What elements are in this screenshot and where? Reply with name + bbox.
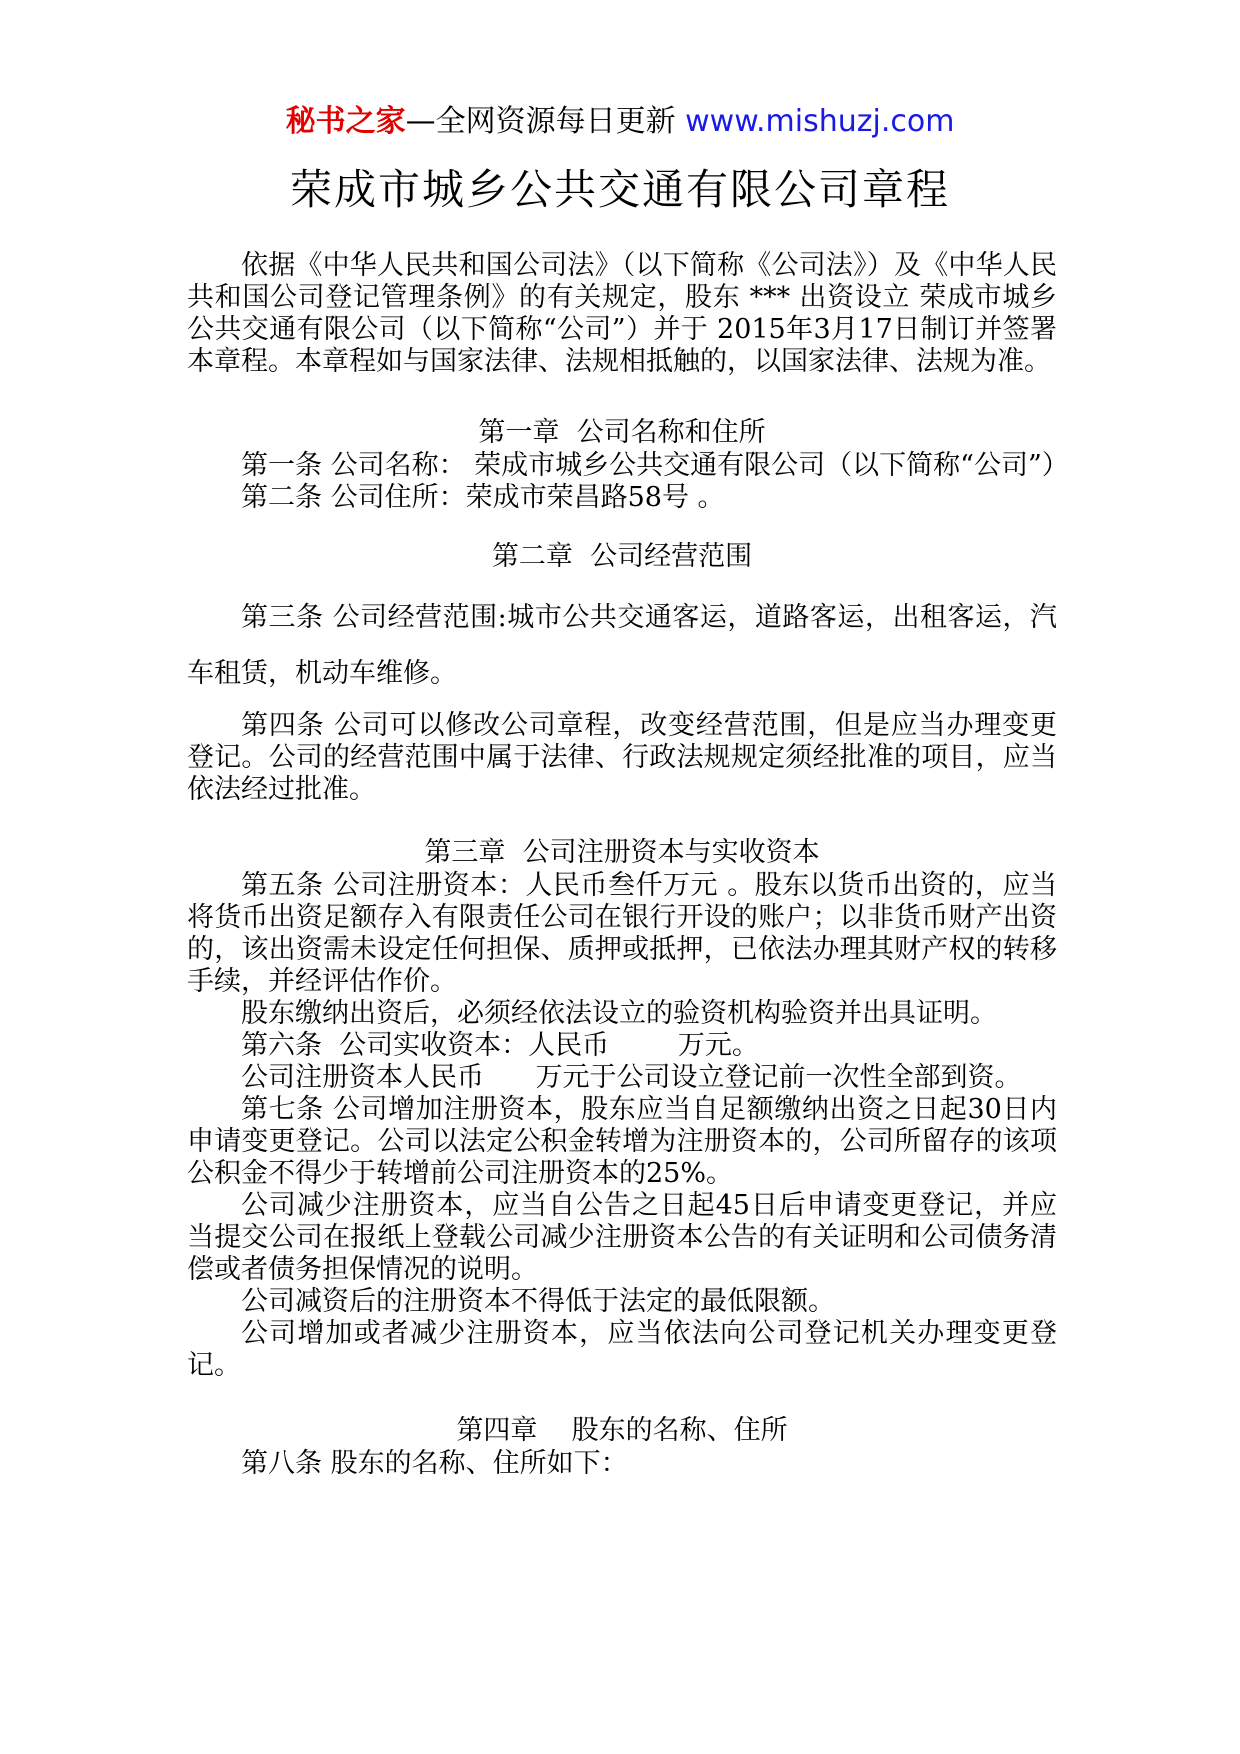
site-link[interactable]: www.mishuzj.com [685, 104, 955, 139]
article-8: 第八条 股东的名称、住所如下： [241, 1448, 628, 1479]
capital-verification-paragraph: 股东缴纳出资后，必须经依法设立的验资机构验资并出具证明。 [241, 998, 997, 1029]
capital-reduction-paragraph: 公司减少注册资本，应当自公告之日起45日后申请变更登记，并应当提交公司在报纸上登载公司减少注册资本公告的有关证明和公司债务清偿或者债务担保情况的说明。 [187, 1190, 1057, 1285]
chapter-3-heading: 第三章 公司注册资本与实收资本 [424, 837, 820, 868]
article-7: 第七条 公司增加注册资本，股东应当自足额缴纳出资之日起30日内申请变更登记。公司以法定公积金转增为注册资本的，公司所留存的该项公积金不得少于转增前公司注册资本的25%。 [187, 1094, 1057, 1189]
site-header [0, 100, 1240, 144]
article-1: 第一条 公司名称： 荣成市城乡公共交通有限公司（以下简称“公司”） [241, 450, 1069, 481]
brand-name: 秘书之家 [285, 104, 406, 139]
document-title: 荣成市城乡公共交通有限公司章程 [289, 165, 950, 214]
minimum-capital-paragraph: 公司减资后的注册资本不得低于法定的最低限额。 [241, 1286, 835, 1317]
article-4: 第四条 公司可以修改公司章程，改变经营范围，但是应当办理变更登记。公司的经营范围中属于法律、行政法规规定须经批准的项目，应当依法经过批准。 [187, 710, 1057, 805]
article-6: 第六条 公司实收资本：人民币 万元。 [241, 1030, 759, 1061]
business-scope: 城市公共交通客运，道路客运，出租客运，汽车租赁，机动车维修。 [187, 602, 1058, 689]
article-3 [187, 590, 1057, 702]
chapter-4-heading: 第四章 股东的名称、住所 [456, 1415, 788, 1446]
article-3-label: 第三条 公司经营范围: [241, 602, 507, 633]
chapter-2-heading: 第二章 公司经营范围 [491, 541, 753, 572]
document-body [187, 250, 1069, 1480]
article-5: 第五条 公司注册资本：人民币叁仟万元 。股东以货币出资的，应当将货币出资足额存入有限责任公司在银行开设的账户；以非货币财产出资的，该出资需未设定任何担保、质押或抵押，已依法办理其财产权的转移手续，并经评估作价。 [187, 870, 1057, 997]
header-tagline: —全网资源每日更新 [405, 104, 686, 139]
article-2: 第二条 公司住所：荣成市荣昌路58号 。 [241, 482, 725, 513]
capital-change-paragraph: 公司增加或者减少注册资本，应当依法向公司登记机关办理变更登记。 [187, 1318, 1057, 1381]
capital-paid-paragraph: 公司注册资本人民币 万元于公司设立登记前一次性全部到资。 [241, 1062, 1022, 1093]
chapter-1-heading: 第一章 公司名称和住所 [478, 417, 766, 448]
intro-paragraph: 依据《中华人民共和国公司法》（以下简称《公司法》）及《中华人民共和国公司登记管理条例》的有关规定，股东 *** 出资设立 荣成市城乡公共交通有限公司（以下简称“公司”）并于 2015年3月17日制订并签署本章程。本章程如与国家法律、法规相抵触的，以国家法律、法规为准。 [187, 250, 1057, 377]
